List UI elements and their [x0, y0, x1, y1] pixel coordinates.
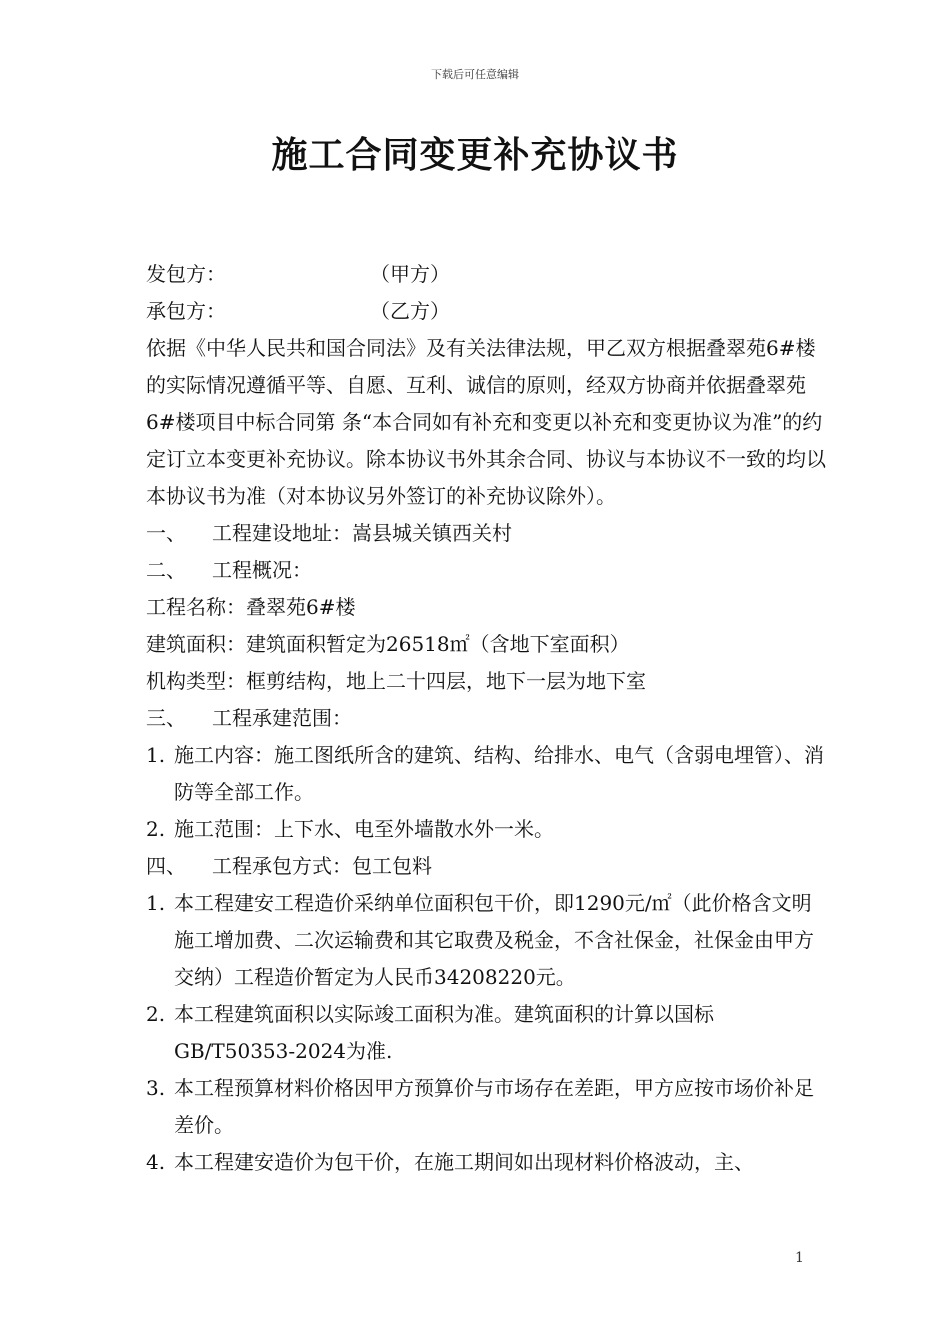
document-title: 施工合同变更补充协议书 [271, 135, 679, 176]
party-employer [146, 256, 826, 293]
list-item-text: 本工程预算材料价格因甲方预算价与市场存在差距，甲方应按市场价补足差价。 [174, 1076, 814, 1137]
section-text: 工程承包方式：包工包料 [212, 854, 432, 878]
party-employer-role: （甲方） [370, 262, 450, 286]
list-item-text: 本工程建安造价为包干价，在施工期间如出现材料价格波动，主、 [174, 1150, 754, 1174]
list-item [146, 1070, 826, 1144]
list-item-text: 本工程建筑面积以实际竣工面积为准。建筑面积的计算以国标GB/T50353-2024为准. [174, 1002, 714, 1063]
list-item-text: 本工程建安工程造价采纳单位面积包干价，即1290元/㎡（此价格含文明施工增加费、二次运输费和其它取费及税金，不含社保金，社保金由甲方交纳）工程造价暂定为人民币34208220元。 [174, 891, 814, 989]
section-text: 工程承建范围： [212, 706, 352, 730]
section-number: 一、 [146, 521, 186, 545]
section-text: 工程建设地址：嵩县城关镇西关村 [212, 521, 512, 545]
list-item [146, 737, 826, 811]
section-number: 二、 [146, 558, 186, 582]
list-item [146, 996, 826, 1070]
list-item [146, 811, 826, 848]
overview-project-name: 工程名称：叠翠苑6#楼 [146, 595, 356, 619]
list-item-number: 1. [146, 891, 166, 915]
section-number: 四、 [146, 854, 186, 878]
list-item-text: 施工内容：施工图纸所含的建筑、结构、给排水、电气（含弱电埋管）、消防等全部工作。 [174, 743, 824, 804]
list-item-number: 3. [146, 1076, 166, 1100]
section-heading-address [146, 515, 826, 552]
list-item-text: 施工范围：上下水、电至外墙散水外一米。 [174, 817, 554, 841]
party-contractor-label: 承包方： [146, 299, 226, 323]
list-item-number: 4. [146, 1150, 166, 1174]
list-item-number: 2. [146, 817, 166, 841]
header-note: 下载后可任意编辑 [431, 68, 519, 81]
list-item-number: 2. [146, 1002, 166, 1026]
overview-structure-type: 机构类型：框剪结构，地上二十四层，地下一层为地下室 [146, 669, 646, 693]
intro-paragraph: 依据《中华人民共和国合同法》及有关法律法规，甲乙双方根据叠翠苑6#楼的实际情况遵循平等、自愿、互利、诚信的原则，经双方协商并依据叠翠苑6#楼项目中标合同第 条“本合同如有补充和变更以补充和变更协议为准”的约定订立本变更补充协议。除本协议书外其余合同、协议与本协议不一致的均以本协议书为准（对本协议另外签订的补充协议除外）。 [146, 336, 826, 508]
list-item [146, 1144, 826, 1181]
party-employer-label: 发包方： [146, 262, 226, 286]
list-item-number: 1. [146, 743, 166, 767]
list-item [146, 885, 826, 996]
section-text: 工程概况： [212, 558, 312, 582]
section-heading-contract-method [146, 848, 826, 885]
section-number: 三、 [146, 706, 186, 730]
document-body [146, 256, 826, 1181]
section-heading-scope [146, 700, 826, 737]
party-contractor [146, 293, 826, 330]
page-number: 1 [795, 1250, 804, 1266]
overview-building-area: 建筑面积：建筑面积暂定为26518㎡（含地下室面积） [146, 632, 630, 656]
section-heading-overview [146, 552, 826, 589]
party-contractor-role: （乙方） [370, 299, 450, 323]
